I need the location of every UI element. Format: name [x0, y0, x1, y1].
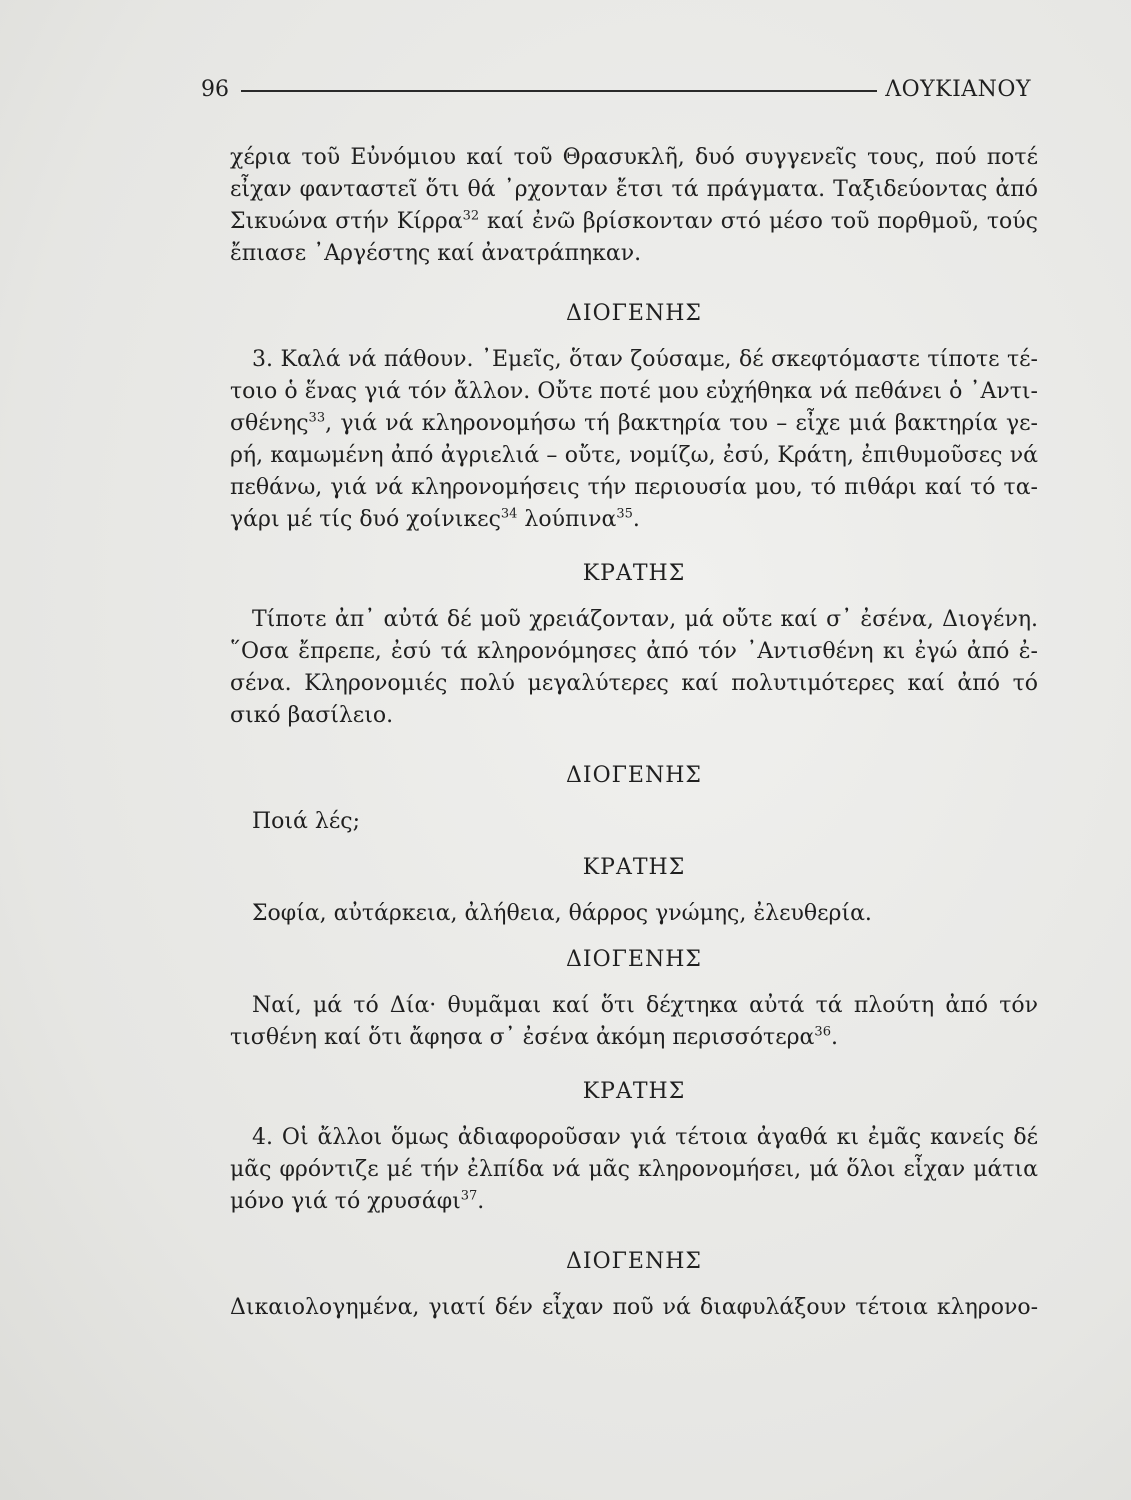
- speaker-heading: ΚΡΑΤΗΣ: [582, 855, 686, 880]
- speaker-heading: ΔΙΟΓΕΝΗΣ: [566, 1249, 702, 1274]
- text-line: Ναί, μά τό Δία· θυμᾶμαι καί ὅτι δέχτηκα αὐτά τά πλούτη ἀπό τόν: [252, 993, 1038, 1018]
- text-line: μᾶς φρόντιζε μέ τήν ἐλπίδα νά μᾶς κληρονομήσει, μά ὅλοι εἶχαν μάτια: [230, 1157, 1038, 1182]
- text-line: Ποιά λές;: [252, 809, 360, 834]
- speaker-heading: ΚΡΑΤΗΣ: [582, 1079, 686, 1104]
- text-line: [230, 1022, 1038, 1054]
- text-fragment: μόνο γιά τό χρυσάφι: [230, 1189, 461, 1214]
- text-line: γάρι μέ τίς δυό χοίνικες$^{34}$ λούπινα$^{35}$.: [230, 506, 640, 532]
- running-title: ΛΟΥΚΙΑΝΟΥ: [885, 76, 1031, 102]
- paragraph-2: [230, 344, 1038, 536]
- page-header: [201, 72, 1031, 106]
- text-line: ἔπιασε ᾽Αργέστης καί ἀνατράπηκαν.: [230, 241, 642, 266]
- speaker-heading: ΚΡΑΤΗΣ: [582, 561, 686, 586]
- text-fragment: καί ἐνῶ βρίσκονταν στό μέσο τοῦ πορθμοῦ, τούς: [486, 209, 1038, 234]
- text-fragment: λούπινα: [517, 507, 617, 532]
- footnote-ref: 32: [462, 208, 480, 224]
- paragraph-7: [230, 1122, 1038, 1218]
- text-fragment: .: [477, 1189, 485, 1214]
- text-line: Δικαιολογημένα, γιατί δέν εἶχαν ποῦ νά διαφυλάξουν τέτοια κληρονο-: [230, 1295, 1038, 1320]
- footnote-ref: 35: [616, 506, 633, 522]
- text-fragment: σθένης: [230, 411, 309, 436]
- paragraph-3: [230, 604, 1038, 732]
- paragraph-6: [230, 990, 1038, 1054]
- text-line: πεθάνω, γιά νά κληρονομήσεις τήν περιουσία μου, τό πιθάρι καί τό τα-: [230, 475, 1038, 500]
- text-line: ῞Οσα ἔπρεπε, ἐσύ τά κληρονόμησες ἀπό τόν ᾽Αντισθένη κι ἐγώ ἀπό ἐ-: [230, 639, 1038, 664]
- speaker-heading: ΔΙΟΓΕΝΗΣ: [566, 301, 702, 326]
- text-line: [230, 408, 1038, 440]
- text-fragment: τισθένη καί ὅτι ἄφησα σ᾽ ἐσένα ἀκόμη περισσότερα: [230, 1025, 815, 1050]
- text-line: 4. Οἱ ἄλλοι ὅμως ἀδιαφοροῦσαν γιά τέτοια ἀγαθά κι ἐμᾶς κανείς δέ: [252, 1125, 1038, 1150]
- paragraph-1: [230, 142, 1038, 270]
- footnote-ref: 37: [460, 1188, 478, 1204]
- text-line: χέρια τοῦ Εὐνόμιου καί τοῦ Θρασυκλῆ, δυό συγγενεῖς τους, πού ποτέ: [230, 145, 1038, 170]
- text-line: [230, 1186, 1038, 1218]
- speaker-heading: ΔΙΟΓΕΝΗΣ: [566, 947, 702, 972]
- page-number: 96: [201, 76, 229, 102]
- text-line: ρή, καμωμένη ἀπό ἀγριελιά – οὔτε, νομίζω, ἐσύ, Κράτη, ἐπιθυμοῦσες νά: [230, 443, 1038, 468]
- text-fragment: , γιά νά κληρονομήσω τή βακτηρία του – εἶχε μιά βακτηρία γε-: [325, 411, 1038, 436]
- text-fragment: .: [830, 1025, 838, 1050]
- text-line: [230, 206, 1038, 238]
- footnote-ref: 34: [500, 506, 518, 522]
- header-rule: [241, 90, 877, 92]
- dialogue-text: [230, 142, 1038, 1324]
- text-line: σένα. Κληρονομιές πολύ μεγαλύτερες καί πολυτιμότερες καί ἀπό τό: [230, 671, 1038, 696]
- footnote-ref: 36: [814, 1024, 831, 1040]
- text-fragment: Σικυώνα στήν Κίρρα: [230, 209, 463, 234]
- text-fragment: γάρι μέ τίς δυό χοίνικες: [230, 507, 501, 532]
- text-line: σικό βασίλειο.: [230, 703, 394, 728]
- footnote-ref: 33: [308, 410, 326, 426]
- text-line: εἶχαν φανταστεῖ ὅτι θά ᾽ρχονταν ἔτσι τά πράγματα. Ταξιδεύοντας ἀπό: [230, 177, 1038, 202]
- text-line: Σοφία, αὐτάρκεια, ἀλήθεια, θάρρος γνώμης, ἐλευθερία.: [252, 901, 872, 926]
- text-line: 3. Καλά νά πάθουν. ᾽Εμεῖς, ὅταν ζούσαμε, δέ σκεφτόμαστε τίποτε τέ-: [252, 347, 1038, 372]
- speaker-heading: ΔΙΟΓΕΝΗΣ: [566, 763, 702, 788]
- text-line: τοιο ὁ ἕνας γιά τόν ἄλλον. Οὔτε ποτέ μου εὐχήθηκα νά πεθάνει ὁ ᾽Αντι-: [230, 379, 1038, 404]
- text-line: Τίποτε ἀπ᾽ αὐτά δέ μοῦ χρειάζονταν, μά οὔτε καί σ᾽ ἐσένα, Διογένη.: [252, 607, 1038, 632]
